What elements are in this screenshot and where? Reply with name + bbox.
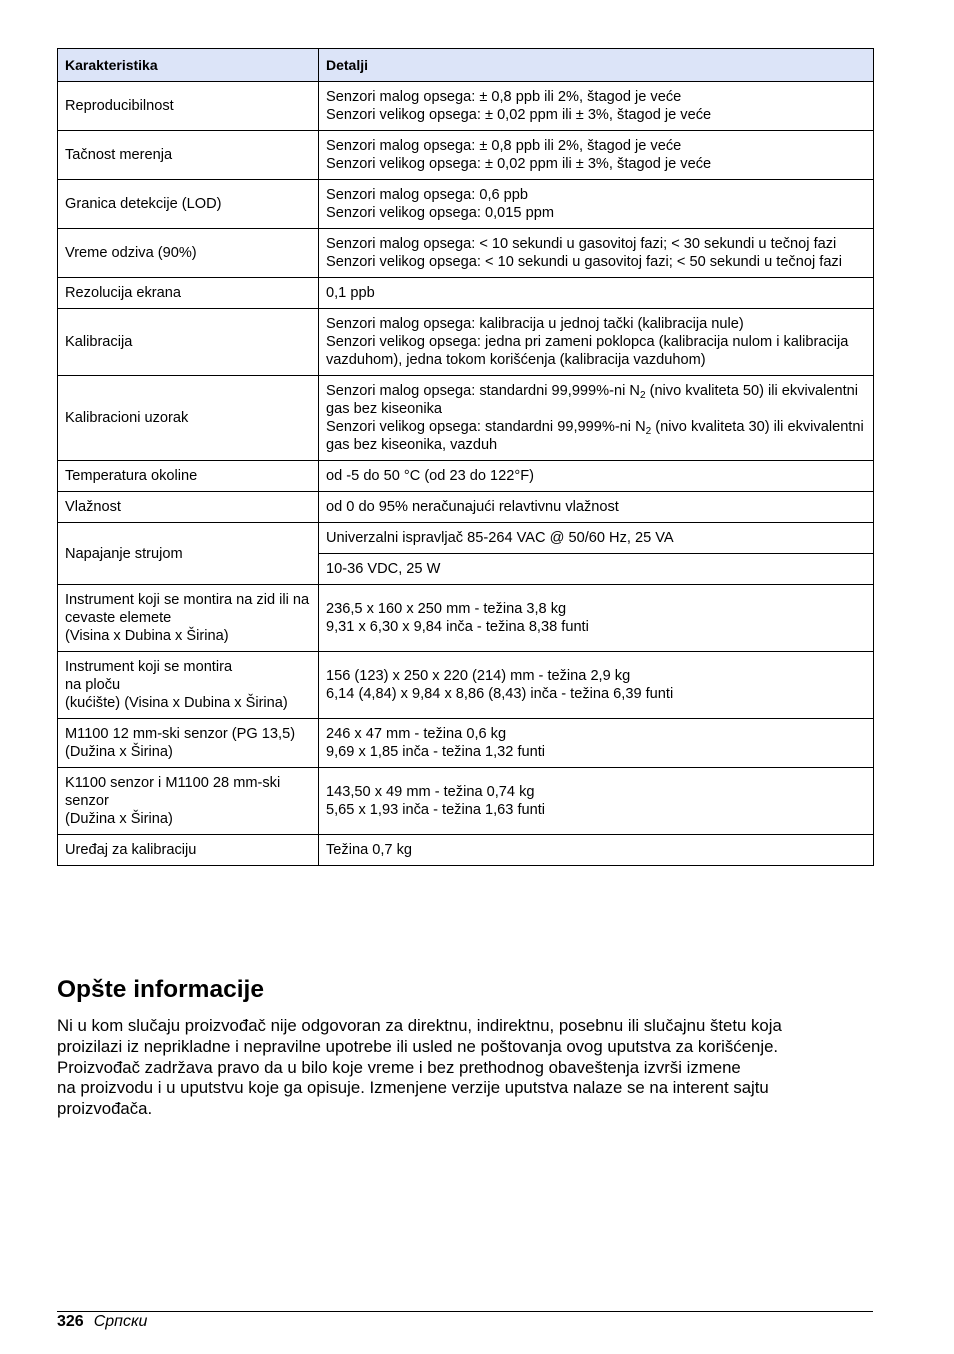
details-line: 9,31 x 6,30 x 9,84 inča - težina 8,38 funti — [326, 619, 589, 635]
language-label: Српски — [93, 1313, 148, 1330]
details-text: (nivo kvaliteta 50) ili ekvivalentni gas bez kiseonika — [326, 383, 859, 417]
details-text: (nivo kvaliteta 30) ili ekvivalentni gas bez kiseonika, vazduh — [326, 419, 864, 453]
table-row — [58, 278, 874, 309]
details-text: Senzori velikog opsega: standardni 99,999%-ni N — [326, 419, 646, 435]
characteristic-line: (Visina x Dubina x Širina) — [65, 628, 229, 644]
details-cell — [319, 82, 874, 131]
characteristic-line: na ploču — [65, 677, 121, 693]
subscript: 2 — [645, 426, 652, 437]
characteristic-line: (Dužina x Širina) — [65, 811, 173, 827]
details-cell — [319, 652, 874, 719]
details-cell — [319, 180, 874, 229]
header-characteristic: Karakteristika — [58, 49, 319, 82]
details-line: Senzori velikog opsega: jedna pri zameni poklopca (kalibracija nulom i kalibracija vazduhom), jedna tokom korišćenja (kalibracija vazduhom) — [326, 334, 849, 368]
characteristic-cell — [58, 585, 319, 652]
characteristic-cell — [58, 768, 319, 835]
subscript: 2 — [639, 390, 646, 401]
paragraph-line: Proizvođač zadržava pravo da u bilo koje vreme i bez prethodnog obaveštenja izvrši izmene — [57, 1057, 741, 1077]
table-row — [58, 309, 874, 376]
characteristic-cell: Kalibracija — [58, 309, 319, 376]
paragraph-line: proizilazi iz neprikladne i nepravilne upotrebe ili usled ne poštovanja ovog uputstva za korišćenje. — [57, 1036, 779, 1056]
details-line: 9,69 x 1,85 inča - težina 1,32 funti — [326, 744, 546, 760]
details-line: Senzori velikog opsega: < 10 sekundi u gasovitoj fazi; < 50 sekundi u tečnoj fazi — [326, 254, 842, 270]
details-line: Senzori velikog opsega: ± 0,02 ppm ili ± 3%, štagod je veće — [326, 107, 712, 123]
details-line: 0,1 ppb — [326, 285, 375, 301]
details-line: Senzori velikog opsega: ± 0,02 ppm ili ± 3%, štagod je veće — [326, 156, 712, 172]
details-line: 246 x 47 mm - težina 0,6 kg — [326, 726, 507, 742]
details-cell — [319, 585, 874, 652]
page-footer — [57, 1312, 147, 1332]
details-line — [326, 418, 866, 454]
characteristic-line: (Dužina x Širina) — [65, 744, 173, 760]
details-line: od 0 do 95% neračunajući relavtivnu vlažnost — [326, 499, 619, 515]
table-header-row — [58, 49, 874, 82]
table-row — [58, 719, 874, 768]
details-cell — [319, 768, 874, 835]
details-line: Težina 0,7 kg — [326, 842, 412, 858]
paragraph-line: proizvođača. — [57, 1099, 153, 1119]
table-body — [58, 82, 874, 866]
details-line: 236,5 x 160 x 250 mm - težina 3,8 kg — [326, 601, 567, 617]
table-row — [58, 461, 874, 492]
characteristic-cell: Napajanje strujom — [58, 523, 319, 585]
footer-divider — [57, 1311, 873, 1312]
table-row — [58, 652, 874, 719]
page-number: 326 — [57, 1313, 84, 1330]
details-cell — [319, 835, 874, 866]
details-line: 6,14 (4,84) x 9,84 x 8,86 (8,43) inča - težina 6,39 funti — [326, 686, 674, 702]
paragraph-line: Ni u kom slučaju proizvođač nije odgovoran za direktnu, indirektnu, posebnu ili slučajnu štetu koja — [57, 1016, 782, 1035]
details-line: od -5 do 50 °C (od 23 do 122°F) — [326, 468, 535, 484]
characteristic-cell: Rezolucija ekrana — [58, 278, 319, 309]
table-row — [58, 376, 874, 461]
details-cell — [319, 492, 874, 523]
table-row — [58, 180, 874, 229]
table-row — [58, 229, 874, 278]
characteristic-line: K1100 senzor i M1100 28 mm-ski senzor — [65, 775, 281, 809]
characteristic-line: Instrument koji se montira — [65, 659, 233, 675]
characteristic-cell: Tačnost merenja — [58, 131, 319, 180]
details-line — [326, 382, 866, 418]
characteristic-cell: Temperatura okoline — [58, 461, 319, 492]
table-row — [58, 131, 874, 180]
details-line: Senzori malog opsega: ± 0,8 ppb ili 2%, štagod je veće — [326, 89, 682, 105]
table-row — [58, 523, 874, 554]
characteristic-cell: Kalibracioni uzorak — [58, 376, 319, 461]
details-cell — [319, 131, 874, 180]
paragraph-line: na proizvodu i u uputstvu koje ga opisuje. Izmenjene verzije uputstva nalaze se na interent sajtu — [57, 1078, 769, 1098]
characteristic-line: M1100 12 mm-ski senzor (PG 13,5) — [65, 726, 296, 742]
header-details: Detalji — [319, 49, 874, 82]
details-line: Senzori velikog opsega: 0,015 ppm — [326, 205, 554, 221]
details-line: 5,65 x 1,93 inča - težina 1,63 funti — [326, 802, 546, 818]
characteristic-cell: Uređaj za kalibraciju — [58, 835, 319, 866]
characteristic-cell: Granica detekcije (LOD) — [58, 180, 319, 229]
details-cell — [319, 229, 874, 278]
details-cell — [319, 376, 874, 461]
details-line: 143,50 x 49 mm - težina 0,74 kg — [326, 784, 535, 800]
details-line: 156 (123) x 250 x 220 (214) mm - težina 2,9 kg — [326, 668, 631, 684]
general-info-paragraph — [57, 1016, 857, 1120]
details-line: Senzori malog opsega: kalibracija u jednoj tački (kalibracija nule) — [326, 316, 744, 332]
details-line: Senzori malog opsega: ± 0,8 ppb ili 2%, štagod je veće — [326, 138, 682, 154]
details-cell — [319, 309, 874, 376]
characteristic-cell: Vreme odziva (90%) — [58, 229, 319, 278]
characteristic-line: Instrument koji se montira na zid ili na cevaste elemete — [65, 592, 310, 626]
table-row — [58, 768, 874, 835]
details-cell: 10-36 VDC, 25 W — [319, 554, 874, 585]
details-cell — [319, 461, 874, 492]
characteristic-cell — [58, 719, 319, 768]
characteristic-cell: Vlažnost — [58, 492, 319, 523]
details-cell: Univerzalni ispravljač 85-264 VAC @ 50/60 Hz, 25 VA — [319, 523, 874, 554]
table-row — [58, 492, 874, 523]
table-row — [58, 585, 874, 652]
details-text: Senzori malog opsega: standardni 99,999%-ni N — [326, 383, 640, 399]
details-cell — [319, 719, 874, 768]
section-title: Opšte informacije — [57, 976, 264, 1003]
details-line: Senzori malog opsega: 0,6 ppb — [326, 187, 529, 203]
characteristic-cell: Reproducibilnost — [58, 82, 319, 131]
specifications-table — [57, 48, 874, 866]
table-row — [58, 82, 874, 131]
characteristic-cell — [58, 652, 319, 719]
details-cell — [319, 278, 874, 309]
details-line: Senzori malog opsega: < 10 sekundi u gasovitoj fazi; < 30 sekundi u tečnoj fazi — [326, 236, 837, 252]
characteristic-line: (kućište) (Visina x Dubina x Širina) — [65, 695, 288, 711]
table-row — [58, 835, 874, 866]
